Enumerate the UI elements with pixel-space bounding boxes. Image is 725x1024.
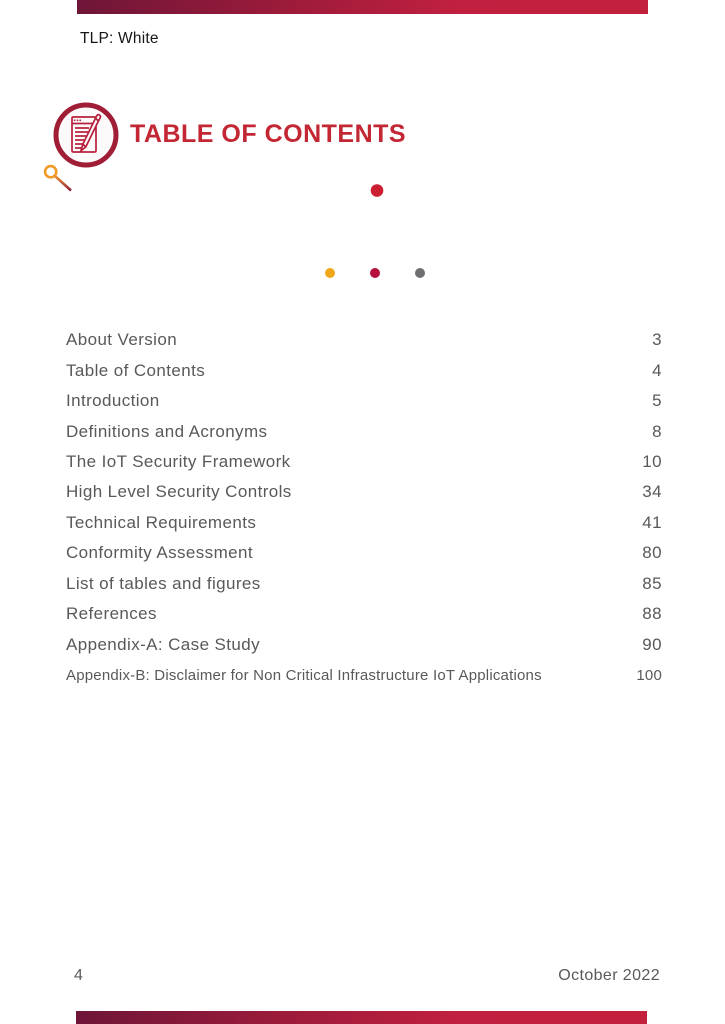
toc-entry-page: 85 — [642, 573, 662, 593]
toc-entry-title: Conformity Assessment — [66, 543, 253, 563]
toc-entry-page: 10 — [642, 451, 662, 471]
toc-entry-page: 3 — [652, 330, 662, 350]
toc-entry — [66, 508, 662, 538]
toc-entry-title: The IoT Security Framework — [66, 451, 291, 471]
red-end-dot-icon — [371, 184, 384, 197]
toc-entry-title: Appendix-A: Case Study — [66, 634, 261, 654]
toc-entry-title: List of tables and figures — [66, 573, 261, 593]
bottom-accent-bar — [76, 1011, 647, 1024]
toc-entry-title: Definitions and Acronyms — [66, 421, 268, 441]
toc-entry — [66, 599, 662, 629]
toc-entry-title: Introduction — [66, 391, 160, 411]
toc-entry-page: 34 — [642, 482, 662, 502]
red-dot-icon — [370, 268, 380, 278]
document-pencil-icon — [53, 102, 119, 168]
toc-entry-page: 90 — [642, 634, 662, 654]
toc-entry — [66, 569, 662, 599]
toc-entry-page: 41 — [642, 512, 662, 532]
toc-entry-title: Table of Contents — [66, 360, 206, 380]
toc-entry-page: 88 — [642, 604, 662, 624]
toc-entry-page: 100 — [636, 666, 662, 684]
orange-dot-icon — [325, 268, 335, 278]
toc-entry-page: 4 — [652, 360, 662, 380]
gray-dot-icon — [415, 268, 425, 278]
toc-entry — [66, 416, 662, 446]
connector-line-decoration — [40, 162, 390, 202]
footer-date: October 2022 — [558, 967, 660, 984]
toc-entry — [66, 629, 662, 659]
toc-entry-page: 8 — [652, 421, 662, 441]
toc-entry — [66, 538, 662, 568]
toc-entry-page: 5 — [652, 391, 662, 411]
top-accent-bar — [77, 0, 648, 14]
toc-entry — [66, 477, 662, 507]
toc-entry-title: Appendix-B: Disclaimer for Non Critical Infrastructure IoT Applications — [66, 666, 542, 684]
tlp-label: TLP: White — [80, 30, 159, 47]
toc-entry-page: 80 — [642, 543, 662, 563]
page-title: TABLE OF CONTENTS — [130, 120, 407, 148]
toc-entry — [66, 660, 662, 690]
toc-entry — [66, 447, 662, 477]
footer-page-number: 4 — [74, 967, 83, 984]
toc-entry-title: About Version — [66, 330, 178, 350]
toc-entry-title: References — [66, 604, 157, 624]
section-divider-dots — [325, 268, 425, 278]
toc-entry-title: High Level Security Controls — [66, 482, 292, 502]
toc-entry — [66, 325, 662, 355]
toc-entry — [66, 355, 662, 385]
toc-entry — [66, 386, 662, 416]
toc-entry-title: Technical Requirements — [66, 512, 257, 532]
orange-ring-icon — [45, 166, 56, 177]
toc-list — [66, 325, 662, 690]
